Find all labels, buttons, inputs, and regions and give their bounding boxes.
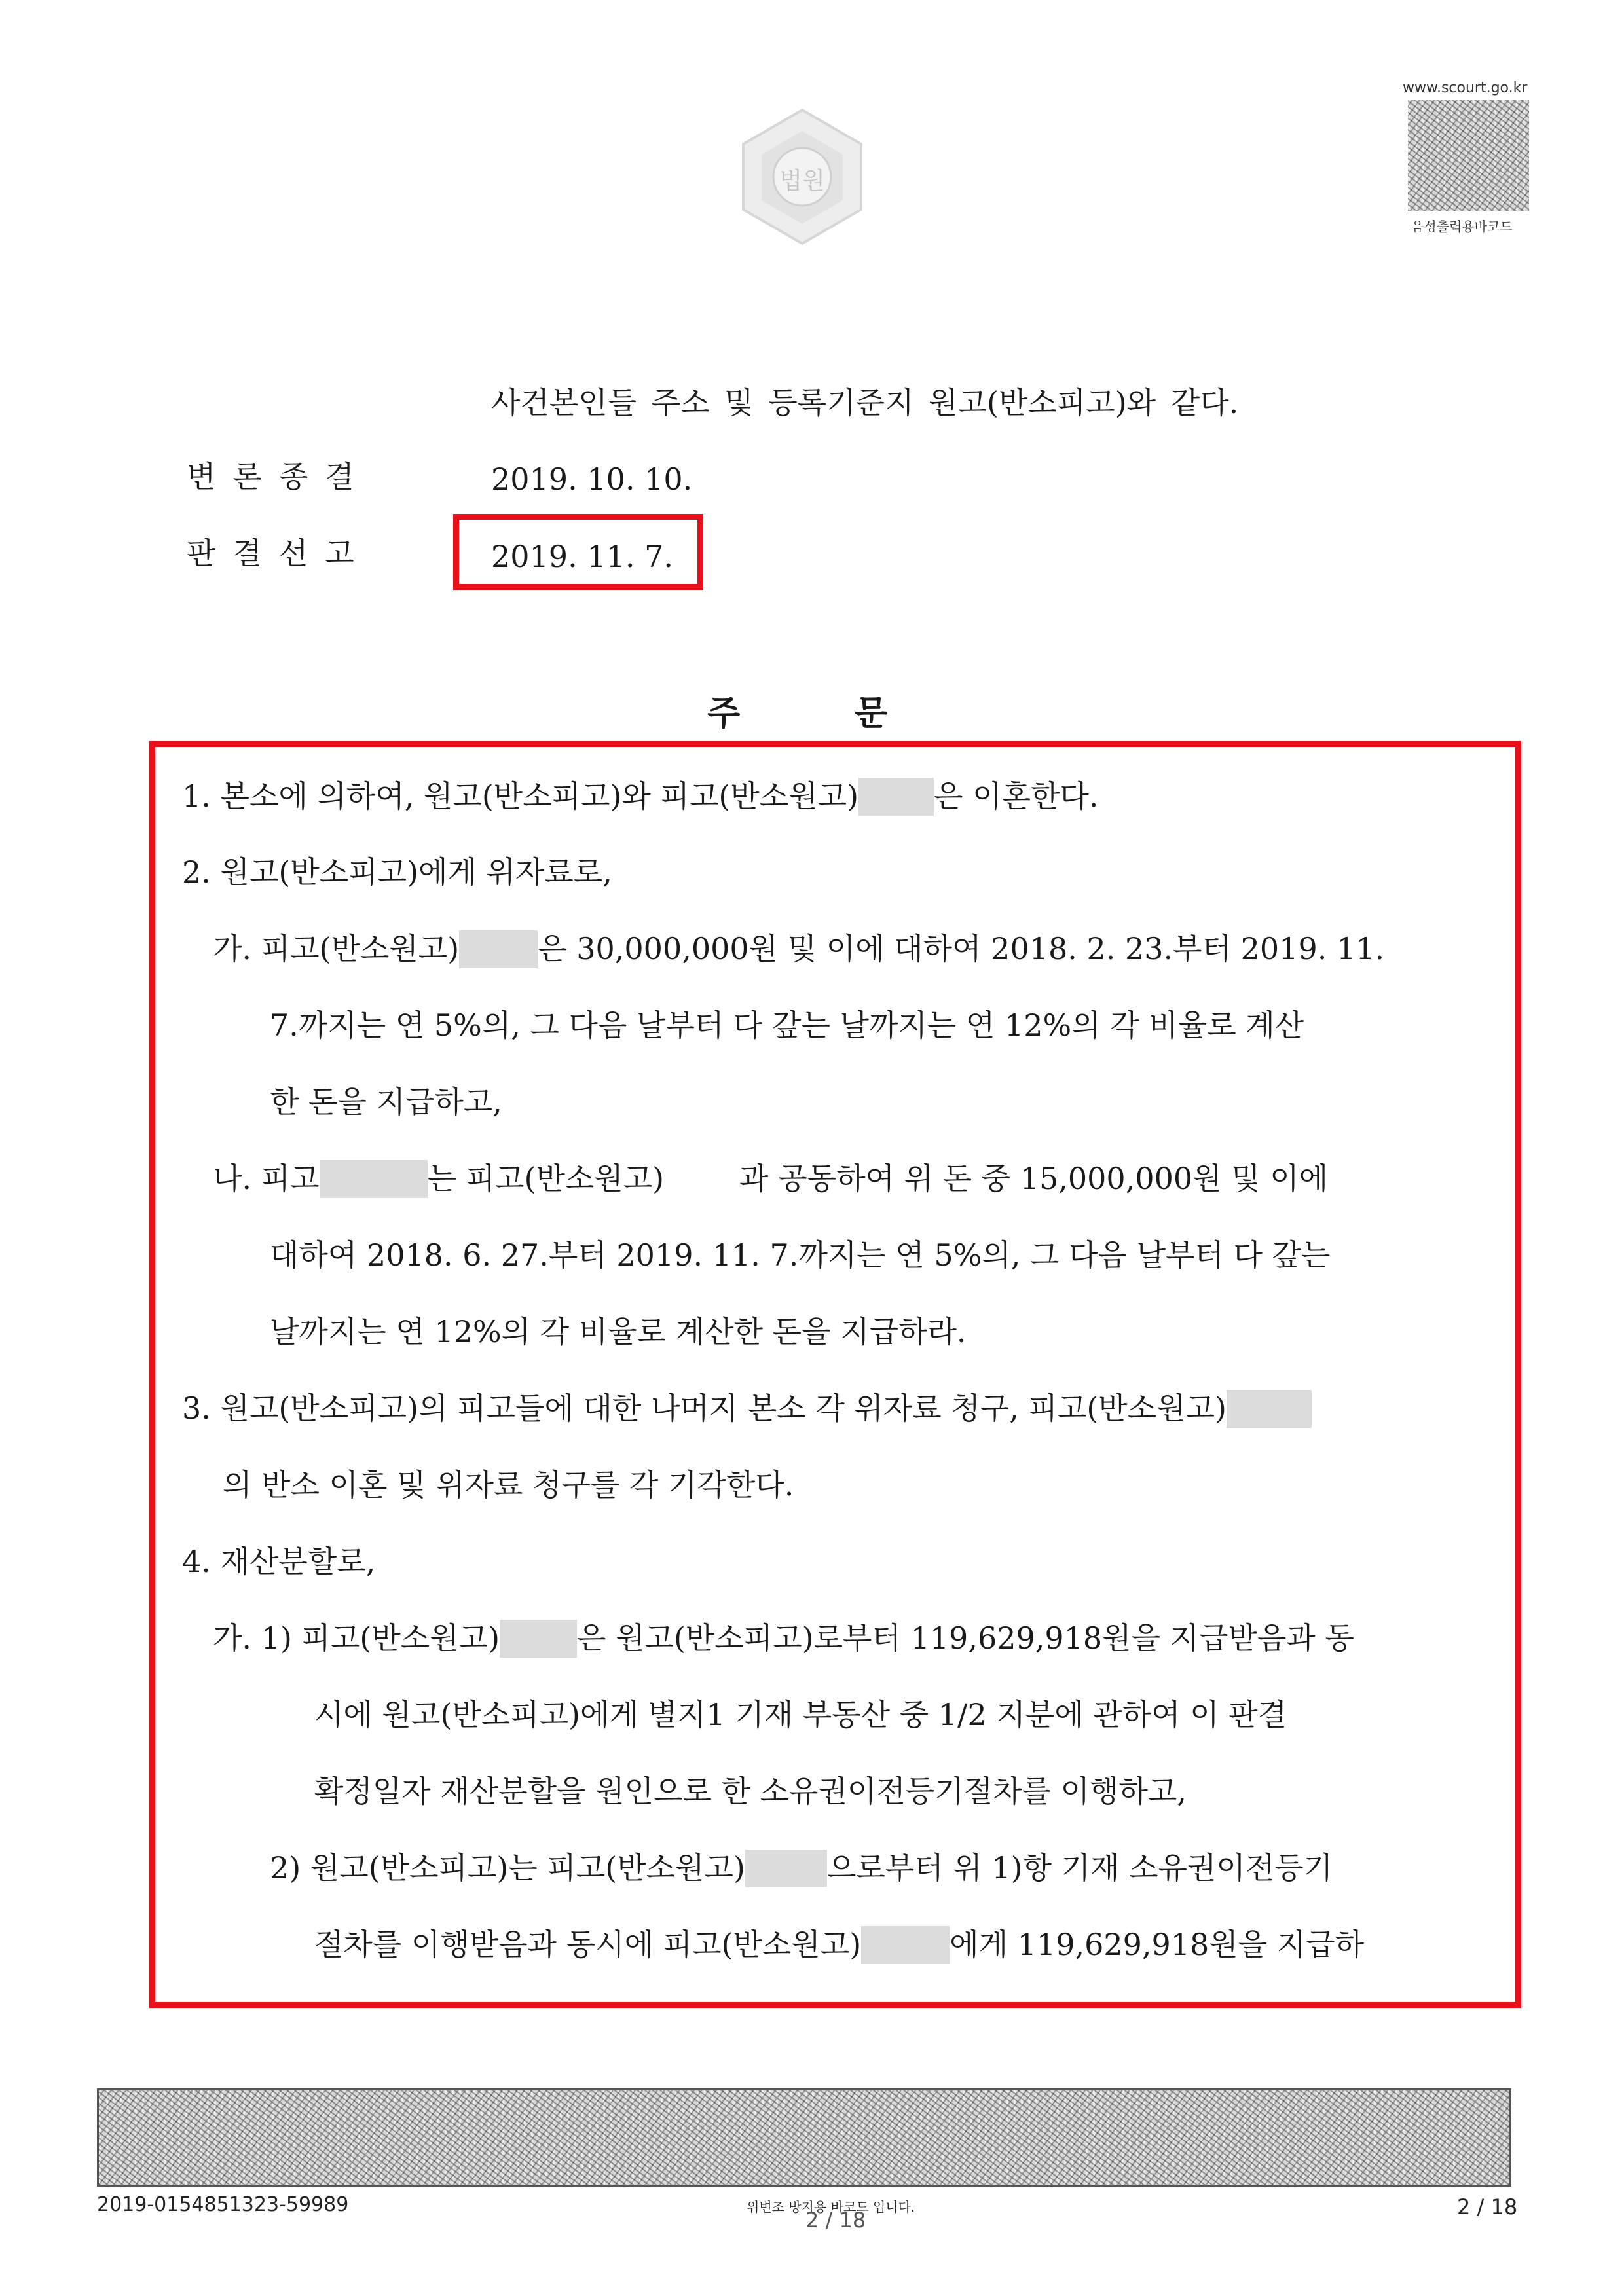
order-item-2-na-line-3: 날까지는 연 12%의 각 비율로 계산한 돈을 지급하라.: [270, 1314, 967, 1349]
closing-label: 변론종결: [187, 459, 371, 494]
order-item-2-ga-text-b: 은 30,000,000원 및 이에 대하여 2018. 2. 23.부터 2019. 11.: [538, 931, 1385, 966]
address-line: 사건본인들 주소 및 등록기준지 원고(반소피고)와 같다.: [491, 385, 1239, 420]
order-item-4-ga1-line-3: 확정일자 재산분할을 원인으로 한 소유권이전등기절차를 이행하고,: [314, 1774, 1187, 1809]
order-item-1-text-b: 은 이혼한다.: [934, 778, 1099, 814]
order-item-1-text-a: 1. 본소에 의하여, 원고(반소피고)와 피고(반소원고): [182, 778, 859, 814]
qr-url: www.scourt.go.kr: [1403, 80, 1528, 96]
redacted-name: [858, 778, 934, 816]
seal-text: 법원: [779, 168, 825, 194]
qr-caption: 음성출력용바코드: [1411, 219, 1513, 234]
order-item-2-na-text-b: 는 피고(반소원고): [427, 1161, 665, 1196]
order-item-3-line-1: [182, 1389, 1312, 1428]
closing-date: 2019. 10. 10.: [491, 462, 693, 497]
order-item-3-line-2: 의 반소 이혼 및 위자료 청구를 각 기각한다.: [223, 1467, 794, 1503]
order-item-4-ga1-line-2: 시에 원고(반소피고)에게 별지1 기재 부동산 중 1/2 지분에 관하여 이 판결: [314, 1697, 1287, 1732]
redacted-name: [861, 1926, 950, 1964]
barcode-note: 위변조 방지용 바코드 입니다.: [747, 2199, 915, 2215]
qr-code: [1408, 100, 1529, 211]
judgment-label: 판결선고: [187, 536, 371, 571]
order-item-4-ga1-text-b: 은 원고(반소피고)로부터 119,629,918원을 지급받음과 동: [577, 1620, 1354, 1656]
order-item-1: [182, 776, 1099, 816]
order-item-2-na-line-1: [213, 1159, 1328, 1198]
page-number-right: 2 / 18: [1457, 2195, 1518, 2219]
order-item-4-ga2-text-d: 에게 119,629,918원을 지급하: [950, 1927, 1365, 1962]
order-item-2-na-text-c: 과 공동하여 위 돈 중 15,000,000원 및 이에: [739, 1161, 1329, 1196]
court-seal-watermark: [730, 105, 874, 249]
order-item-4-ga2-text-c: 절차를 이행받음과 동시에 피고(반소원고): [314, 1927, 862, 1962]
order-item-2-ga-text-a: 가. 피고(반소원고): [213, 931, 460, 966]
order-title-left: 주: [707, 693, 741, 733]
order-item-4: 4. 재산분할로,: [182, 1544, 376, 1579]
judgment-date: 2019. 11. 7.: [491, 539, 673, 574]
redacted-name: [745, 1850, 827, 1887]
order-item-4-ga1-line-1: [213, 1618, 1354, 1658]
anti-forgery-barcode: [97, 2088, 1511, 2187]
redacted-name: [500, 1620, 577, 1658]
order-item-2-na-line-2: 대하여 2018. 6. 27.부터 2019. 11. 7.까지는 연 5%의, 그 다음 날부터 다 갚는: [270, 1237, 1331, 1273]
page-number-center: 2 / 18: [805, 2208, 866, 2232]
order-item-2-ga-line-3: 한 돈을 지급하고,: [270, 1084, 502, 1120]
order-item-4-ga2-line-2: [314, 1925, 1364, 1964]
redacted-name: [459, 930, 538, 968]
redacted-name: [1227, 1390, 1312, 1428]
order-item-4-ga2-text-b: 으로부터 위 1)항 기재 소유권이전등기: [826, 1850, 1333, 1886]
order-item-4-ga2-line-1: [270, 1848, 1333, 1887]
document-number: 2019-0154851323-59989: [97, 2193, 349, 2216]
order-title-right: 문: [855, 693, 888, 733]
order-item-4-ga2-text-a: 2) 원고(반소피고)는 피고(반소원고): [270, 1850, 745, 1886]
order-item-2-ga-line-2: 7.까지는 연 5%의, 그 다음 날부터 다 갚는 날까지는 연 12%의 각 비율로 계산: [270, 1008, 1304, 1043]
order-item-3-text: 3. 원고(반소피고)의 피고들에 대한 나머지 본소 각 위자료 청구, 피고(반소원고): [182, 1391, 1227, 1426]
judgment-date-highlight: [453, 514, 703, 590]
order-item-2: 2. 원고(반소피고)에게 위자료로,: [182, 854, 612, 890]
redacted-name: [320, 1160, 428, 1198]
order-item-2-na-text-a: 나. 피고: [213, 1161, 320, 1196]
order-item-4-ga1-text-a: 가. 1) 피고(반소원고): [213, 1620, 500, 1656]
order-item-2-ga-line-1: [213, 929, 1384, 968]
